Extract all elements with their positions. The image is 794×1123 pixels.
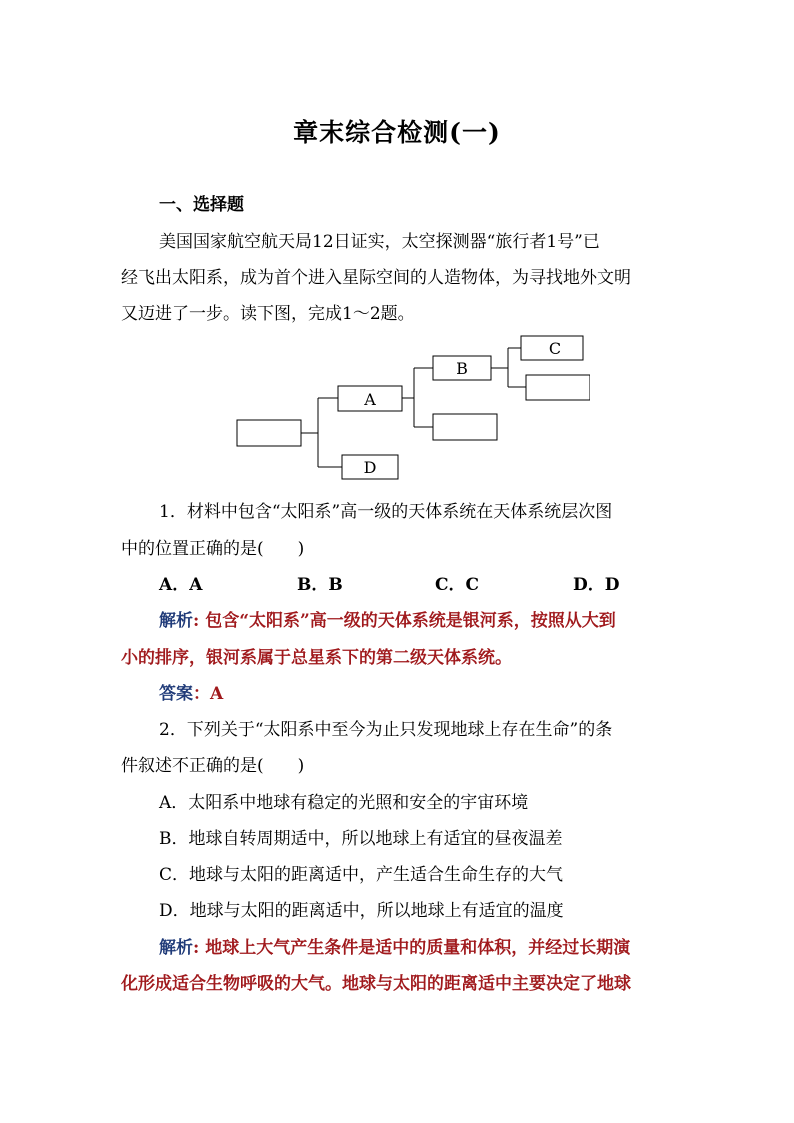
q2-analysis-label: 解析 bbox=[159, 938, 193, 958]
q1-option-b: B．B bbox=[297, 575, 343, 595]
q2-line-1: 2．下列关于“太阳系中至今为止只发现地球上存在生命”的条 bbox=[159, 720, 613, 740]
diagram-label-c: C bbox=[548, 339, 562, 358]
diagram-label-b: B bbox=[456, 359, 468, 378]
q1-option-d: D．D bbox=[573, 575, 620, 595]
section-heading: 一、选择题 bbox=[159, 195, 244, 215]
diagram-label-d: D bbox=[363, 458, 377, 477]
q2-option-b: B．地球自转周期适中，所以地球上有适宜的昼夜温差 bbox=[159, 829, 563, 849]
diagram-box-empty-2 bbox=[526, 375, 590, 400]
page-title: 章末综合检测(一) bbox=[293, 118, 501, 147]
q2-analysis-line-2: 化形成适合生物呼吸的大气。地球与太阳的距离适中主要决定了地球 bbox=[121, 974, 631, 994]
diagram-box-empty-1 bbox=[433, 414, 497, 440]
intro-line-3: 又迈进了一步。读下图，完成1～2题。 bbox=[121, 304, 415, 324]
q2-option-c: C．地球与太阳的距离适中，产生适合生命生存的大气 bbox=[159, 865, 564, 885]
q1-line-1: 1．材料中包含“太阳系”高一级的天体系统在天体系统层次图 bbox=[159, 502, 613, 522]
q1-option-c: C．C bbox=[435, 575, 480, 595]
q1-analysis-line-1 bbox=[159, 606, 616, 631]
intro-line-2: 经飞出太阳系，成为首个进入星际空间的人造物体，为寻找地外文明 bbox=[121, 268, 631, 288]
intro-line-1: 美国国家航空航天局12日证实，太空探测器“旅行者1号”已 bbox=[159, 232, 600, 252]
q1-option-a: A．A bbox=[159, 575, 203, 595]
q1-analysis-line-2: 小的排序，银河系属于总星系下的第二级天体系统。 bbox=[121, 648, 512, 668]
q1-answer bbox=[159, 679, 223, 704]
q2-analysis-text-1: : 地球上大气产生条件是适中的质量和体积，并经过长期演 bbox=[193, 938, 631, 958]
q1-answer-value: ：A bbox=[193, 684, 224, 704]
diagram-label-a: A bbox=[364, 390, 376, 409]
q2-option-d: D．地球与太阳的距离适中，所以地球上有适宜的温度 bbox=[159, 901, 564, 921]
diagram-root-box bbox=[237, 420, 301, 446]
q1-analysis-label: 解析 bbox=[159, 611, 193, 631]
q1-answer-label: 答案 bbox=[159, 684, 193, 704]
q2-analysis-line-1 bbox=[159, 933, 630, 958]
q1-options bbox=[0, 570, 794, 594]
q2-option-a: A．太阳系中地球有稳定的光照和安全的宇宙环境 bbox=[159, 793, 529, 813]
q1-analysis-text-1: : 包含“太阳系”高一级的天体系统是银河系，按照从大到 bbox=[193, 611, 616, 631]
q2-line-2: 件叙述不正确的是( ) bbox=[121, 756, 305, 776]
celestial-hierarchy-diagram bbox=[230, 330, 590, 490]
q1-line-2: 中的位置正确的是( ) bbox=[121, 539, 305, 559]
